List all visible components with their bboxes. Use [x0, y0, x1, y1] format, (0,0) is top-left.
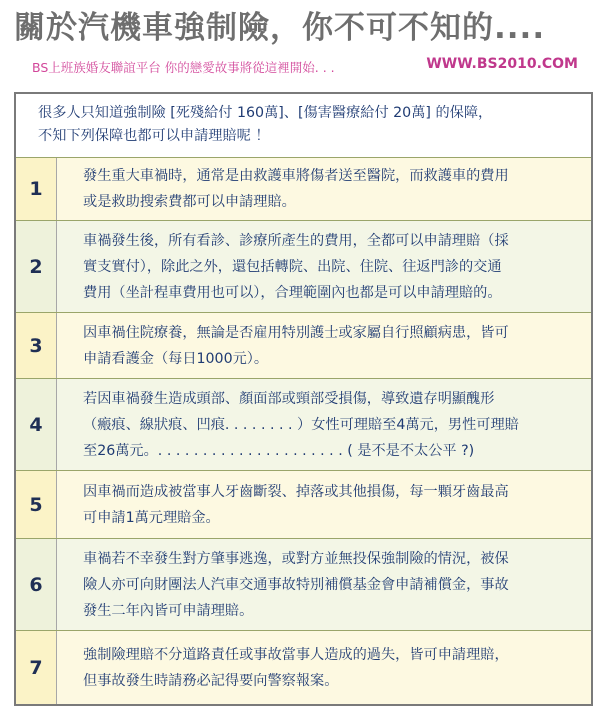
item-number: 6 — [16, 539, 57, 630]
item-line: 因車禍住院療養，無論是否雇用特別護士或家屬自行照顧病患，皆可 — [83, 324, 509, 341]
insurance-info-panel — [14, 92, 593, 706]
item-row-2 — [16, 221, 591, 313]
item-row-5 — [16, 471, 591, 539]
item-text — [57, 221, 591, 312]
item-number: 1 — [16, 158, 57, 220]
item-line: 或是救助搜索費都可以申請理賠。 — [83, 194, 296, 210]
item-line: 強制險理賠不分道路責任或事故當事人造成的過失，皆可申請理賠， — [83, 646, 509, 663]
intro-line: 不知下列保障也都可以申請理賠呢 ！ — [38, 128, 270, 144]
item-row-1 — [16, 158, 591, 221]
item-text — [57, 539, 591, 630]
page-title: 關於汽機車強制險，你不可不知的.... — [14, 10, 546, 46]
item-row-7 — [16, 631, 591, 704]
item-row-4 — [16, 379, 591, 471]
item-number: 4 — [16, 379, 57, 470]
intro-box — [16, 94, 591, 158]
item-number: 3 — [16, 313, 57, 378]
item-line: 若因車禍發生造成頭部、顏面部或頸部受損傷，導致遺存明顯醜形 — [83, 390, 495, 407]
item-row-6 — [16, 539, 591, 631]
item-line: 至26萬元。. . . . . . . . . . . . . . . . . . . . . ( 是不是不太公平 ?) — [83, 442, 475, 459]
item-text — [57, 631, 591, 704]
item-text — [57, 471, 591, 538]
subheader — [14, 56, 604, 78]
item-line: 因車禍而造成被當事人牙齒斷裂、掉落或其他損傷，每一顆牙齒最高 — [83, 483, 509, 500]
intro-line: 很多人只知道強制險 [死殘給付 160萬]、[傷害醫療給付 20萬] 的保障， — [38, 105, 493, 121]
item-line: 費用（坐計程車費用也可以），合理範圍內也都是可以申請理賠的。 — [83, 284, 502, 301]
website-link[interactable]: WWW.BS2010.COM — [426, 56, 578, 72]
item-number: 7 — [16, 631, 57, 704]
tagline: BS上班族婚友聯誼平台 你的戀愛故事將從這裡開始. . . — [32, 60, 335, 75]
item-line: 發生重大車禍時，通常是由救護車將傷者送至醫院，而救護車的費用 — [83, 168, 509, 184]
item-line: 但事故發生時請務必記得要向警察報案。 — [83, 672, 339, 689]
item-text — [57, 379, 591, 470]
item-text — [57, 158, 591, 220]
item-line: 車禍發生後，所有看診、診療所產生的費用，全都可以申請理賠（採 — [83, 232, 509, 249]
item-line: 申請看護金（每日1000元）。 — [83, 350, 269, 367]
item-line: 實支實付），除此之外，還包括轉院、出院、住院、往返門診的交通 — [83, 258, 502, 275]
item-line: 車禍若不幸發生對方肇事逃逸，或對方並無投保強制險的情況，被保 — [83, 550, 509, 567]
item-line: 發生二年內皆可申請理賠。 — [83, 602, 254, 619]
item-number: 2 — [16, 221, 57, 312]
item-row-3 — [16, 313, 591, 379]
item-text — [57, 313, 591, 378]
item-line: 可申請1萬元理賠金。 — [83, 509, 220, 526]
item-number: 5 — [16, 471, 57, 538]
item-line: 險人亦可向財團法人汽車交通事故特別補償基金會申請補償金，事故 — [83, 576, 509, 593]
item-line: （瘢痕、線狀痕、凹痕. . . . . . . . ）女性可理賠至4萬元，男性可理賠 — [83, 416, 519, 433]
